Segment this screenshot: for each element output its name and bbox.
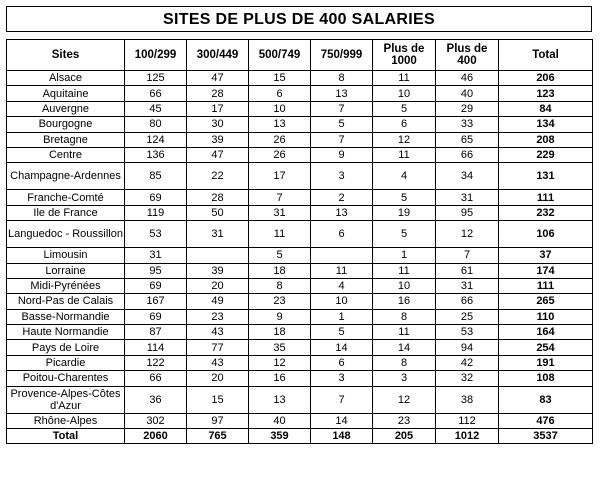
cell-300-449: 50 xyxy=(187,205,249,220)
cell-750-999 xyxy=(311,248,373,263)
cell-750-999: 2 xyxy=(311,190,373,205)
cell-total: 134 xyxy=(499,117,593,132)
cell-total: 123 xyxy=(499,86,593,101)
table-row xyxy=(7,117,593,132)
table-body xyxy=(7,71,593,429)
cell-plus-400: 42 xyxy=(436,355,499,370)
cell-plus-1000: 12 xyxy=(373,386,436,413)
cell-plus-400: 31 xyxy=(436,278,499,293)
cell-100-299: 167 xyxy=(125,294,187,309)
cell-site: Franche-Comté xyxy=(7,190,125,205)
cell-300-449: 20 xyxy=(187,371,249,386)
sites-table xyxy=(6,39,593,444)
cell-100-299: 125 xyxy=(125,71,187,86)
cell-500-749: 17 xyxy=(249,163,311,190)
cell-100-299: 119 xyxy=(125,205,187,220)
cell-total: 229 xyxy=(499,147,593,162)
table-row xyxy=(7,248,593,263)
cell-750-999: 5 xyxy=(311,117,373,132)
cell-750-999: 14 xyxy=(311,413,373,428)
table-row xyxy=(7,263,593,278)
cell-site: Rhône-Alpes xyxy=(7,413,125,428)
cell-750-999: 9 xyxy=(311,147,373,162)
table-row xyxy=(7,163,593,190)
table-row xyxy=(7,371,593,386)
cell-300-449: 22 xyxy=(187,163,249,190)
cell-500-749: 31 xyxy=(249,205,311,220)
cell-plus-400: 38 xyxy=(436,386,499,413)
cell-total: 110 xyxy=(499,309,593,324)
cell-750-999: 11 xyxy=(311,263,373,278)
table-row xyxy=(7,309,593,324)
cell-750-999: 6 xyxy=(311,221,373,248)
cell-plus-400: 65 xyxy=(436,132,499,147)
cell-plus-400: 112 xyxy=(436,413,499,428)
cell-plus-400: 33 xyxy=(436,117,499,132)
cell-site: Alsace xyxy=(7,71,125,86)
table-row xyxy=(7,221,593,248)
table-row xyxy=(7,101,593,116)
cell-750-999: 7 xyxy=(311,101,373,116)
cell-plus-1000: 16 xyxy=(373,294,436,309)
cell-plus-1000: 11 xyxy=(373,325,436,340)
cell-500-749: 15 xyxy=(249,71,311,86)
cell-total: 164 xyxy=(499,325,593,340)
cell-total: 191 xyxy=(499,355,593,370)
totals-plus-1000: 205 xyxy=(373,429,436,444)
header-100-299: 100/299 xyxy=(125,40,187,71)
cell-300-449: 15 xyxy=(187,386,249,413)
table-row xyxy=(7,355,593,370)
table-row xyxy=(7,340,593,355)
cell-plus-1000: 14 xyxy=(373,340,436,355)
cell-100-299: 302 xyxy=(125,413,187,428)
cell-plus-1000: 11 xyxy=(373,263,436,278)
cell-plus-1000: 4 xyxy=(373,163,436,190)
cell-site: Champagne-Ardennes xyxy=(7,163,125,190)
cell-total: 208 xyxy=(499,132,593,147)
cell-plus-1000: 8 xyxy=(373,355,436,370)
cell-750-999: 8 xyxy=(311,71,373,86)
header-row xyxy=(7,40,593,71)
cell-500-749: 26 xyxy=(249,147,311,162)
cell-500-749: 10 xyxy=(249,101,311,116)
cell-plus-1000: 6 xyxy=(373,117,436,132)
cell-100-299: 31 xyxy=(125,248,187,263)
cell-plus-1000: 8 xyxy=(373,309,436,324)
cell-750-999: 1 xyxy=(311,309,373,324)
cell-300-449: 28 xyxy=(187,190,249,205)
table-row xyxy=(7,413,593,428)
cell-500-749: 13 xyxy=(249,117,311,132)
cell-750-999: 7 xyxy=(311,386,373,413)
cell-100-299: 45 xyxy=(125,101,187,116)
cell-plus-1000: 11 xyxy=(373,71,436,86)
cell-site: Picardie xyxy=(7,355,125,370)
cell-750-999: 7 xyxy=(311,132,373,147)
cell-site: Limousin xyxy=(7,248,125,263)
cell-plus-1000: 5 xyxy=(373,221,436,248)
cell-500-749: 7 xyxy=(249,190,311,205)
cell-total: 108 xyxy=(499,371,593,386)
cell-site: Poitou-Charentes xyxy=(7,371,125,386)
cell-total: 265 xyxy=(499,294,593,309)
cell-plus-1000: 19 xyxy=(373,205,436,220)
totals-100-299: 2060 xyxy=(125,429,187,444)
cell-total: 106 xyxy=(499,221,593,248)
cell-100-299: 124 xyxy=(125,132,187,147)
cell-300-449 xyxy=(187,248,249,263)
cell-total: 131 xyxy=(499,163,593,190)
cell-300-449: 20 xyxy=(187,278,249,293)
table-title: SITES DE PLUS DE 400 SALARIES xyxy=(6,6,592,32)
cell-500-749: 18 xyxy=(249,325,311,340)
cell-plus-400: 40 xyxy=(436,86,499,101)
cell-300-449: 47 xyxy=(187,71,249,86)
cell-300-449: 39 xyxy=(187,132,249,147)
cell-300-449: 31 xyxy=(187,221,249,248)
cell-300-449: 30 xyxy=(187,117,249,132)
cell-plus-400: 25 xyxy=(436,309,499,324)
cell-500-749: 35 xyxy=(249,340,311,355)
cell-300-449: 47 xyxy=(187,147,249,162)
cell-500-749: 5 xyxy=(249,248,311,263)
header-750-999: 750/999 xyxy=(311,40,373,71)
cell-plus-400: 53 xyxy=(436,325,499,340)
table-row xyxy=(7,325,593,340)
table-row xyxy=(7,386,593,413)
cell-100-299: 66 xyxy=(125,371,187,386)
cell-plus-400: 95 xyxy=(436,205,499,220)
cell-plus-400: 66 xyxy=(436,294,499,309)
cell-plus-400: 32 xyxy=(436,371,499,386)
cell-100-299: 69 xyxy=(125,278,187,293)
header-total: Total xyxy=(499,40,593,71)
cell-750-999: 4 xyxy=(311,278,373,293)
cell-500-749: 26 xyxy=(249,132,311,147)
cell-total: 83 xyxy=(499,386,593,413)
cell-300-449: 43 xyxy=(187,355,249,370)
cell-plus-1000: 1 xyxy=(373,248,436,263)
table-row xyxy=(7,147,593,162)
cell-100-299: 69 xyxy=(125,190,187,205)
cell-plus-400: 34 xyxy=(436,163,499,190)
cell-500-749: 8 xyxy=(249,278,311,293)
cell-100-299: 122 xyxy=(125,355,187,370)
cell-100-299: 136 xyxy=(125,147,187,162)
header-plus-1000: Plus de 1000 xyxy=(373,40,436,71)
cell-plus-400: 12 xyxy=(436,221,499,248)
cell-100-299: 114 xyxy=(125,340,187,355)
cell-500-749: 6 xyxy=(249,86,311,101)
cell-500-749: 18 xyxy=(249,263,311,278)
cell-plus-1000: 10 xyxy=(373,278,436,293)
cell-plus-1000: 12 xyxy=(373,132,436,147)
cell-750-999: 5 xyxy=(311,325,373,340)
cell-500-749: 9 xyxy=(249,309,311,324)
cell-site: Centre xyxy=(7,147,125,162)
cell-750-999: 14 xyxy=(311,340,373,355)
cell-total: 111 xyxy=(499,190,593,205)
totals-500-749: 359 xyxy=(249,429,311,444)
cell-site: Haute Normandie xyxy=(7,325,125,340)
table-row xyxy=(7,71,593,86)
cell-plus-1000: 10 xyxy=(373,86,436,101)
cell-site: Bretagne xyxy=(7,132,125,147)
cell-site: Ile de France xyxy=(7,205,125,220)
cell-plus-1000: 23 xyxy=(373,413,436,428)
cell-750-999: 3 xyxy=(311,371,373,386)
cell-total: 37 xyxy=(499,248,593,263)
cell-300-449: 17 xyxy=(187,101,249,116)
cell-site: Languedoc - Roussillon xyxy=(7,221,125,248)
table-row xyxy=(7,132,593,147)
cell-plus-400: 7 xyxy=(436,248,499,263)
table-row xyxy=(7,294,593,309)
document xyxy=(6,6,592,444)
totals-label: Total xyxy=(7,429,125,444)
cell-100-299: 36 xyxy=(125,386,187,413)
cell-plus-400: 94 xyxy=(436,340,499,355)
cell-plus-400: 29 xyxy=(436,101,499,116)
table-row xyxy=(7,86,593,101)
cell-plus-1000: 11 xyxy=(373,147,436,162)
cell-300-449: 39 xyxy=(187,263,249,278)
cell-750-999: 3 xyxy=(311,163,373,190)
cell-300-449: 28 xyxy=(187,86,249,101)
cell-total: 174 xyxy=(499,263,593,278)
cell-site: Basse-Normandie xyxy=(7,309,125,324)
cell-300-449: 77 xyxy=(187,340,249,355)
cell-300-449: 97 xyxy=(187,413,249,428)
cell-site: Bourgogne xyxy=(7,117,125,132)
cell-100-299: 53 xyxy=(125,221,187,248)
cell-plus-1000: 5 xyxy=(373,101,436,116)
table-row xyxy=(7,205,593,220)
cell-plus-1000: 5 xyxy=(373,190,436,205)
cell-500-749: 11 xyxy=(249,221,311,248)
cell-total: 254 xyxy=(499,340,593,355)
cell-site: Lorraine xyxy=(7,263,125,278)
cell-site: Nord-Pas de Calais xyxy=(7,294,125,309)
cell-site: Midi-Pyrénées xyxy=(7,278,125,293)
cell-total: 476 xyxy=(499,413,593,428)
cell-100-299: 66 xyxy=(125,86,187,101)
cell-500-749: 40 xyxy=(249,413,311,428)
totals-300-449: 765 xyxy=(187,429,249,444)
cell-plus-400: 46 xyxy=(436,71,499,86)
totals-row xyxy=(7,429,593,444)
totals-750-999: 148 xyxy=(311,429,373,444)
cell-100-299: 80 xyxy=(125,117,187,132)
cell-site: Pays de Loire xyxy=(7,340,125,355)
cell-750-999: 6 xyxy=(311,355,373,370)
cell-500-749: 16 xyxy=(249,371,311,386)
cell-plus-400: 31 xyxy=(436,190,499,205)
cell-750-999: 13 xyxy=(311,86,373,101)
header-300-449: 300/449 xyxy=(187,40,249,71)
cell-100-299: 69 xyxy=(125,309,187,324)
cell-750-999: 10 xyxy=(311,294,373,309)
header-plus-400: Plus de 400 xyxy=(436,40,499,71)
cell-plus-1000: 3 xyxy=(373,371,436,386)
cell-300-449: 43 xyxy=(187,325,249,340)
table-row xyxy=(7,190,593,205)
cell-site: Aquitaine xyxy=(7,86,125,101)
cell-750-999: 13 xyxy=(311,205,373,220)
cell-site: Auvergne xyxy=(7,101,125,116)
cell-500-749: 23 xyxy=(249,294,311,309)
cell-300-449: 49 xyxy=(187,294,249,309)
header-500-749: 500/749 xyxy=(249,40,311,71)
cell-100-299: 87 xyxy=(125,325,187,340)
cell-300-449: 23 xyxy=(187,309,249,324)
totals-total: 3537 xyxy=(499,429,593,444)
cell-total: 232 xyxy=(499,205,593,220)
cell-500-749: 13 xyxy=(249,386,311,413)
cell-plus-400: 61 xyxy=(436,263,499,278)
cell-total: 206 xyxy=(499,71,593,86)
cell-total: 84 xyxy=(499,101,593,116)
totals-plus-400: 1012 xyxy=(436,429,499,444)
header-sites: Sites xyxy=(7,40,125,71)
cell-total: 111 xyxy=(499,278,593,293)
cell-100-299: 85 xyxy=(125,163,187,190)
cell-100-299: 95 xyxy=(125,263,187,278)
cell-site: Provence-Alpes-Côtes d'Azur xyxy=(7,386,125,413)
cell-500-749: 12 xyxy=(249,355,311,370)
table-row xyxy=(7,278,593,293)
cell-plus-400: 66 xyxy=(436,147,499,162)
